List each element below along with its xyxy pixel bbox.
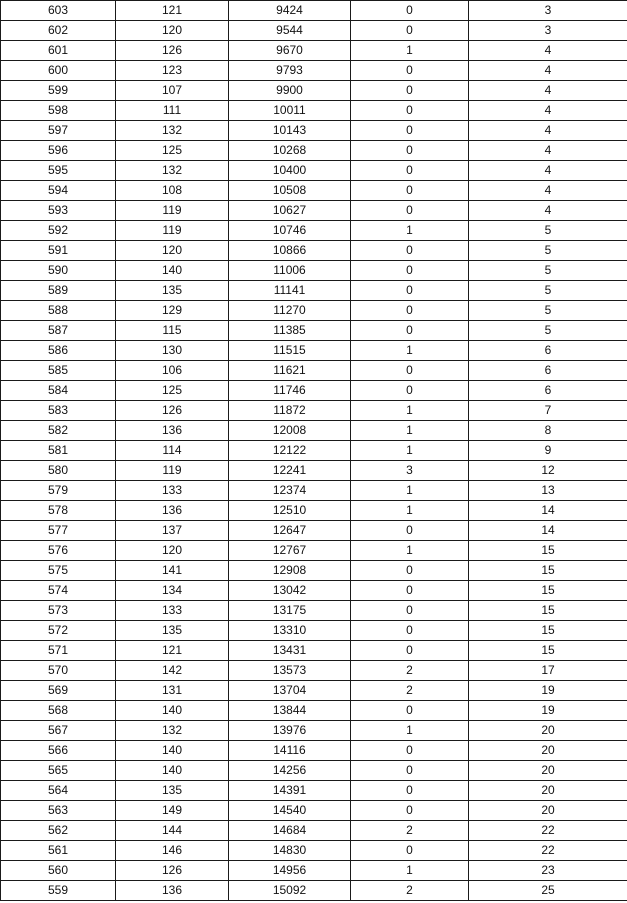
count-cell: 120 <box>116 241 229 261</box>
cumulative-count-cell: 13844 <box>229 701 351 721</box>
table-row <box>1 421 627 441</box>
extra-count-cell: 0 <box>351 621 469 641</box>
score-cell: 588 <box>1 301 116 321</box>
cumulative-count-cell: 14956 <box>229 861 351 881</box>
count-cell: 135 <box>116 621 229 641</box>
count-cell: 106 <box>116 361 229 381</box>
score-cell: 575 <box>1 561 116 581</box>
count-cell: 126 <box>116 401 229 421</box>
extra-cumulative-cell: 4 <box>469 121 627 141</box>
score-cell: 573 <box>1 601 116 621</box>
score-cell: 600 <box>1 61 116 81</box>
extra-cumulative-cell: 5 <box>469 241 627 261</box>
score-cell: 579 <box>1 481 116 501</box>
count-cell: 132 <box>116 161 229 181</box>
extra-count-cell: 0 <box>351 101 469 121</box>
extra-cumulative-cell: 5 <box>469 221 627 241</box>
score-cell: 587 <box>1 321 116 341</box>
score-cell: 562 <box>1 821 116 841</box>
extra-count-cell: 0 <box>351 161 469 181</box>
score-cell: 596 <box>1 141 116 161</box>
cumulative-count-cell: 14116 <box>229 741 351 761</box>
cumulative-count-cell: 10268 <box>229 141 351 161</box>
extra-count-cell: 2 <box>351 881 469 901</box>
count-cell: 136 <box>116 421 229 441</box>
count-cell: 142 <box>116 661 229 681</box>
extra-count-cell: 0 <box>351 181 469 201</box>
extra-count-cell: 0 <box>351 21 469 41</box>
table-row <box>1 181 627 201</box>
score-cell: 595 <box>1 161 116 181</box>
count-cell: 125 <box>116 381 229 401</box>
score-cell: 566 <box>1 741 116 761</box>
extra-cumulative-cell: 4 <box>469 141 627 161</box>
extra-cumulative-cell: 17 <box>469 661 627 681</box>
table-row <box>1 581 627 601</box>
table-row <box>1 881 627 901</box>
table-row <box>1 721 627 741</box>
score-cell: 594 <box>1 181 116 201</box>
extra-count-cell: 0 <box>351 61 469 81</box>
score-cell: 602 <box>1 21 116 41</box>
score-cell: 567 <box>1 721 116 741</box>
extra-count-cell: 0 <box>351 1 469 21</box>
extra-count-cell: 0 <box>351 361 469 381</box>
cumulative-count-cell: 13310 <box>229 621 351 641</box>
extra-cumulative-cell: 13 <box>469 481 627 501</box>
table-row <box>1 21 627 41</box>
score-cell: 576 <box>1 541 116 561</box>
cumulative-count-cell: 12374 <box>229 481 351 501</box>
table-row <box>1 841 627 861</box>
table-row <box>1 261 627 281</box>
count-cell: 119 <box>116 461 229 481</box>
extra-cumulative-cell: 15 <box>469 541 627 561</box>
extra-cumulative-cell: 20 <box>469 721 627 741</box>
extra-cumulative-cell: 20 <box>469 761 627 781</box>
table-row <box>1 541 627 561</box>
extra-count-cell: 1 <box>351 481 469 501</box>
table-row <box>1 141 627 161</box>
count-cell: 120 <box>116 21 229 41</box>
score-cell: 574 <box>1 581 116 601</box>
extra-count-cell: 1 <box>351 41 469 61</box>
cumulative-count-cell: 11872 <box>229 401 351 421</box>
extra-cumulative-cell: 20 <box>469 801 627 821</box>
table-row <box>1 821 627 841</box>
count-cell: 149 <box>116 801 229 821</box>
extra-cumulative-cell: 20 <box>469 781 627 801</box>
table-row <box>1 561 627 581</box>
count-cell: 121 <box>116 641 229 661</box>
extra-cumulative-cell: 9 <box>469 441 627 461</box>
score-cell: 584 <box>1 381 116 401</box>
extra-cumulative-cell: 7 <box>469 401 627 421</box>
count-cell: 134 <box>116 581 229 601</box>
extra-cumulative-cell: 3 <box>469 21 627 41</box>
table-row <box>1 361 627 381</box>
extra-count-cell: 2 <box>351 821 469 841</box>
table-row <box>1 381 627 401</box>
table-row <box>1 441 627 461</box>
table-row <box>1 521 627 541</box>
score-cell: 560 <box>1 861 116 881</box>
cumulative-count-cell: 12510 <box>229 501 351 521</box>
cumulative-count-cell: 12767 <box>229 541 351 561</box>
score-cell: 597 <box>1 121 116 141</box>
count-cell: 144 <box>116 821 229 841</box>
extra-cumulative-cell: 5 <box>469 281 627 301</box>
count-cell: 114 <box>116 441 229 461</box>
score-cell: 564 <box>1 781 116 801</box>
extra-cumulative-cell: 22 <box>469 821 627 841</box>
cumulative-count-cell: 12241 <box>229 461 351 481</box>
cumulative-count-cell: 10746 <box>229 221 351 241</box>
extra-count-cell: 2 <box>351 661 469 681</box>
cumulative-count-cell: 14391 <box>229 781 351 801</box>
extra-cumulative-cell: 4 <box>469 41 627 61</box>
extra-cumulative-cell: 5 <box>469 301 627 321</box>
cumulative-count-cell: 15092 <box>229 881 351 901</box>
table-row <box>1 281 627 301</box>
cumulative-count-cell: 14684 <box>229 821 351 841</box>
extra-cumulative-cell: 19 <box>469 681 627 701</box>
score-cell: 578 <box>1 501 116 521</box>
table-row <box>1 61 627 81</box>
score-cell: 583 <box>1 401 116 421</box>
cumulative-count-cell: 11270 <box>229 301 351 321</box>
count-cell: 108 <box>116 181 229 201</box>
table-row <box>1 481 627 501</box>
extra-cumulative-cell: 15 <box>469 641 627 661</box>
extra-count-cell: 3 <box>351 461 469 481</box>
count-cell: 140 <box>116 261 229 281</box>
cumulative-count-cell: 9900 <box>229 81 351 101</box>
extra-count-cell: 0 <box>351 261 469 281</box>
extra-count-cell: 0 <box>351 761 469 781</box>
extra-count-cell: 1 <box>351 541 469 561</box>
cumulative-count-cell: 11006 <box>229 261 351 281</box>
cumulative-count-cell: 13573 <box>229 661 351 681</box>
extra-count-cell: 2 <box>351 681 469 701</box>
extra-cumulative-cell: 6 <box>469 381 627 401</box>
count-cell: 125 <box>116 141 229 161</box>
score-cell: 601 <box>1 41 116 61</box>
extra-count-cell: 0 <box>351 521 469 541</box>
extra-cumulative-cell: 14 <box>469 501 627 521</box>
extra-cumulative-cell: 4 <box>469 81 627 101</box>
extra-count-cell: 0 <box>351 801 469 821</box>
extra-cumulative-cell: 15 <box>469 621 627 641</box>
count-cell: 121 <box>116 1 229 21</box>
extra-count-cell: 0 <box>351 321 469 341</box>
extra-count-cell: 0 <box>351 381 469 401</box>
score-cell: 599 <box>1 81 116 101</box>
count-cell: 115 <box>116 321 229 341</box>
extra-cumulative-cell: 15 <box>469 601 627 621</box>
count-cell: 126 <box>116 861 229 881</box>
count-cell: 140 <box>116 701 229 721</box>
extra-count-cell: 0 <box>351 841 469 861</box>
count-cell: 137 <box>116 521 229 541</box>
cumulative-count-cell: 10508 <box>229 181 351 201</box>
cumulative-count-cell: 13431 <box>229 641 351 661</box>
extra-cumulative-cell: 25 <box>469 881 627 901</box>
extra-count-cell: 1 <box>351 341 469 361</box>
table-row <box>1 101 627 121</box>
extra-cumulative-cell: 23 <box>469 861 627 881</box>
score-cell: 561 <box>1 841 116 861</box>
table-row <box>1 661 627 681</box>
extra-cumulative-cell: 4 <box>469 161 627 181</box>
cumulative-count-cell: 9424 <box>229 1 351 21</box>
score-cell: 570 <box>1 661 116 681</box>
extra-cumulative-cell: 14 <box>469 521 627 541</box>
cumulative-count-cell: 9793 <box>229 61 351 81</box>
extra-count-cell: 0 <box>351 601 469 621</box>
table-row <box>1 501 627 521</box>
extra-count-cell: 0 <box>351 281 469 301</box>
count-cell: 136 <box>116 881 229 901</box>
extra-count-cell: 0 <box>351 81 469 101</box>
extra-cumulative-cell: 15 <box>469 581 627 601</box>
cumulative-count-cell: 13042 <box>229 581 351 601</box>
table-row <box>1 701 627 721</box>
cumulative-count-cell: 12647 <box>229 521 351 541</box>
score-cell: 571 <box>1 641 116 661</box>
cumulative-count-cell: 10011 <box>229 101 351 121</box>
extra-cumulative-cell: 4 <box>469 181 627 201</box>
table-row <box>1 461 627 481</box>
cumulative-count-cell: 11385 <box>229 321 351 341</box>
count-cell: 133 <box>116 601 229 621</box>
count-cell: 129 <box>116 301 229 321</box>
extra-count-cell: 0 <box>351 561 469 581</box>
extra-count-cell: 0 <box>351 241 469 261</box>
cumulative-count-cell: 11515 <box>229 341 351 361</box>
table-row <box>1 1 627 21</box>
score-cell: 590 <box>1 261 116 281</box>
count-cell: 146 <box>116 841 229 861</box>
table-row <box>1 41 627 61</box>
table-row <box>1 401 627 421</box>
score-cell: 582 <box>1 421 116 441</box>
table-row <box>1 621 627 641</box>
extra-count-cell: 1 <box>351 441 469 461</box>
extra-count-cell: 0 <box>351 141 469 161</box>
table-row <box>1 641 627 661</box>
cumulative-count-cell: 11621 <box>229 361 351 381</box>
cumulative-count-cell: 13704 <box>229 681 351 701</box>
extra-cumulative-cell: 4 <box>469 101 627 121</box>
table-row <box>1 241 627 261</box>
cumulative-count-cell: 14256 <box>229 761 351 781</box>
extra-count-cell: 0 <box>351 581 469 601</box>
table-row <box>1 781 627 801</box>
cumulative-count-cell: 14540 <box>229 801 351 821</box>
count-cell: 140 <box>116 741 229 761</box>
extra-cumulative-cell: 8 <box>469 421 627 441</box>
extra-cumulative-cell: 5 <box>469 261 627 281</box>
table-row <box>1 301 627 321</box>
score-cell: 592 <box>1 221 116 241</box>
extra-count-cell: 0 <box>351 301 469 321</box>
table-row <box>1 861 627 881</box>
count-cell: 135 <box>116 781 229 801</box>
extra-count-cell: 1 <box>351 221 469 241</box>
table-row <box>1 161 627 181</box>
table-row <box>1 681 627 701</box>
count-cell: 119 <box>116 221 229 241</box>
extra-count-cell: 1 <box>351 721 469 741</box>
extra-count-cell: 1 <box>351 861 469 881</box>
count-cell: 132 <box>116 721 229 741</box>
extra-count-cell: 1 <box>351 421 469 441</box>
table-row <box>1 741 627 761</box>
count-cell: 111 <box>116 101 229 121</box>
extra-count-cell: 1 <box>351 501 469 521</box>
extra-cumulative-cell: 4 <box>469 201 627 221</box>
extra-cumulative-cell: 5 <box>469 321 627 341</box>
extra-cumulative-cell: 20 <box>469 741 627 761</box>
score-cell: 568 <box>1 701 116 721</box>
score-cell: 603 <box>1 1 116 21</box>
cumulative-count-cell: 12008 <box>229 421 351 441</box>
score-cell: 572 <box>1 621 116 641</box>
cumulative-count-cell: 14830 <box>229 841 351 861</box>
count-cell: 132 <box>116 121 229 141</box>
score-cell: 581 <box>1 441 116 461</box>
extra-count-cell: 0 <box>351 201 469 221</box>
score-cell: 585 <box>1 361 116 381</box>
table-row <box>1 221 627 241</box>
score-cell: 563 <box>1 801 116 821</box>
count-cell: 135 <box>116 281 229 301</box>
extra-cumulative-cell: 6 <box>469 341 627 361</box>
cumulative-count-cell: 13976 <box>229 721 351 741</box>
extra-cumulative-cell: 22 <box>469 841 627 861</box>
table-row <box>1 341 627 361</box>
count-cell: 140 <box>116 761 229 781</box>
score-cell: 586 <box>1 341 116 361</box>
cumulative-count-cell: 10866 <box>229 241 351 261</box>
table-row <box>1 121 627 141</box>
score-cell: 593 <box>1 201 116 221</box>
cumulative-count-cell: 11746 <box>229 381 351 401</box>
extra-count-cell: 0 <box>351 121 469 141</box>
count-cell: 126 <box>116 41 229 61</box>
extra-count-cell: 1 <box>351 401 469 421</box>
extra-count-cell: 0 <box>351 641 469 661</box>
score-cell: 569 <box>1 681 116 701</box>
cumulative-count-cell: 9670 <box>229 41 351 61</box>
count-cell: 123 <box>116 61 229 81</box>
cumulative-count-cell: 11141 <box>229 281 351 301</box>
cumulative-count-cell: 10400 <box>229 161 351 181</box>
table-row <box>1 81 627 101</box>
extra-cumulative-cell: 3 <box>469 1 627 21</box>
score-cell: 577 <box>1 521 116 541</box>
count-cell: 131 <box>116 681 229 701</box>
extra-cumulative-cell: 6 <box>469 361 627 381</box>
table-body <box>1 1 627 901</box>
table-row <box>1 201 627 221</box>
cumulative-count-cell: 12908 <box>229 561 351 581</box>
cumulative-count-cell: 10143 <box>229 121 351 141</box>
extra-cumulative-cell: 4 <box>469 61 627 81</box>
extra-cumulative-cell: 19 <box>469 701 627 721</box>
extra-count-cell: 0 <box>351 781 469 801</box>
extra-count-cell: 0 <box>351 741 469 761</box>
extra-cumulative-cell: 15 <box>469 561 627 581</box>
count-cell: 107 <box>116 81 229 101</box>
score-cell: 565 <box>1 761 116 781</box>
score-cell: 559 <box>1 881 116 901</box>
score-cell: 580 <box>1 461 116 481</box>
cumulative-count-cell: 13175 <box>229 601 351 621</box>
count-cell: 136 <box>116 501 229 521</box>
count-cell: 119 <box>116 201 229 221</box>
cumulative-count-cell: 9544 <box>229 21 351 41</box>
cumulative-count-cell: 10627 <box>229 201 351 221</box>
extra-count-cell: 0 <box>351 701 469 721</box>
count-cell: 120 <box>116 541 229 561</box>
table-row <box>1 601 627 621</box>
cumulative-count-cell: 12122 <box>229 441 351 461</box>
table-row <box>1 801 627 821</box>
count-cell: 133 <box>116 481 229 501</box>
count-cell: 141 <box>116 561 229 581</box>
table-row <box>1 321 627 341</box>
count-cell: 130 <box>116 341 229 361</box>
score-cell: 598 <box>1 101 116 121</box>
score-cell: 591 <box>1 241 116 261</box>
score-cell: 589 <box>1 281 116 301</box>
extra-cumulative-cell: 12 <box>469 461 627 481</box>
table-row <box>1 761 627 781</box>
